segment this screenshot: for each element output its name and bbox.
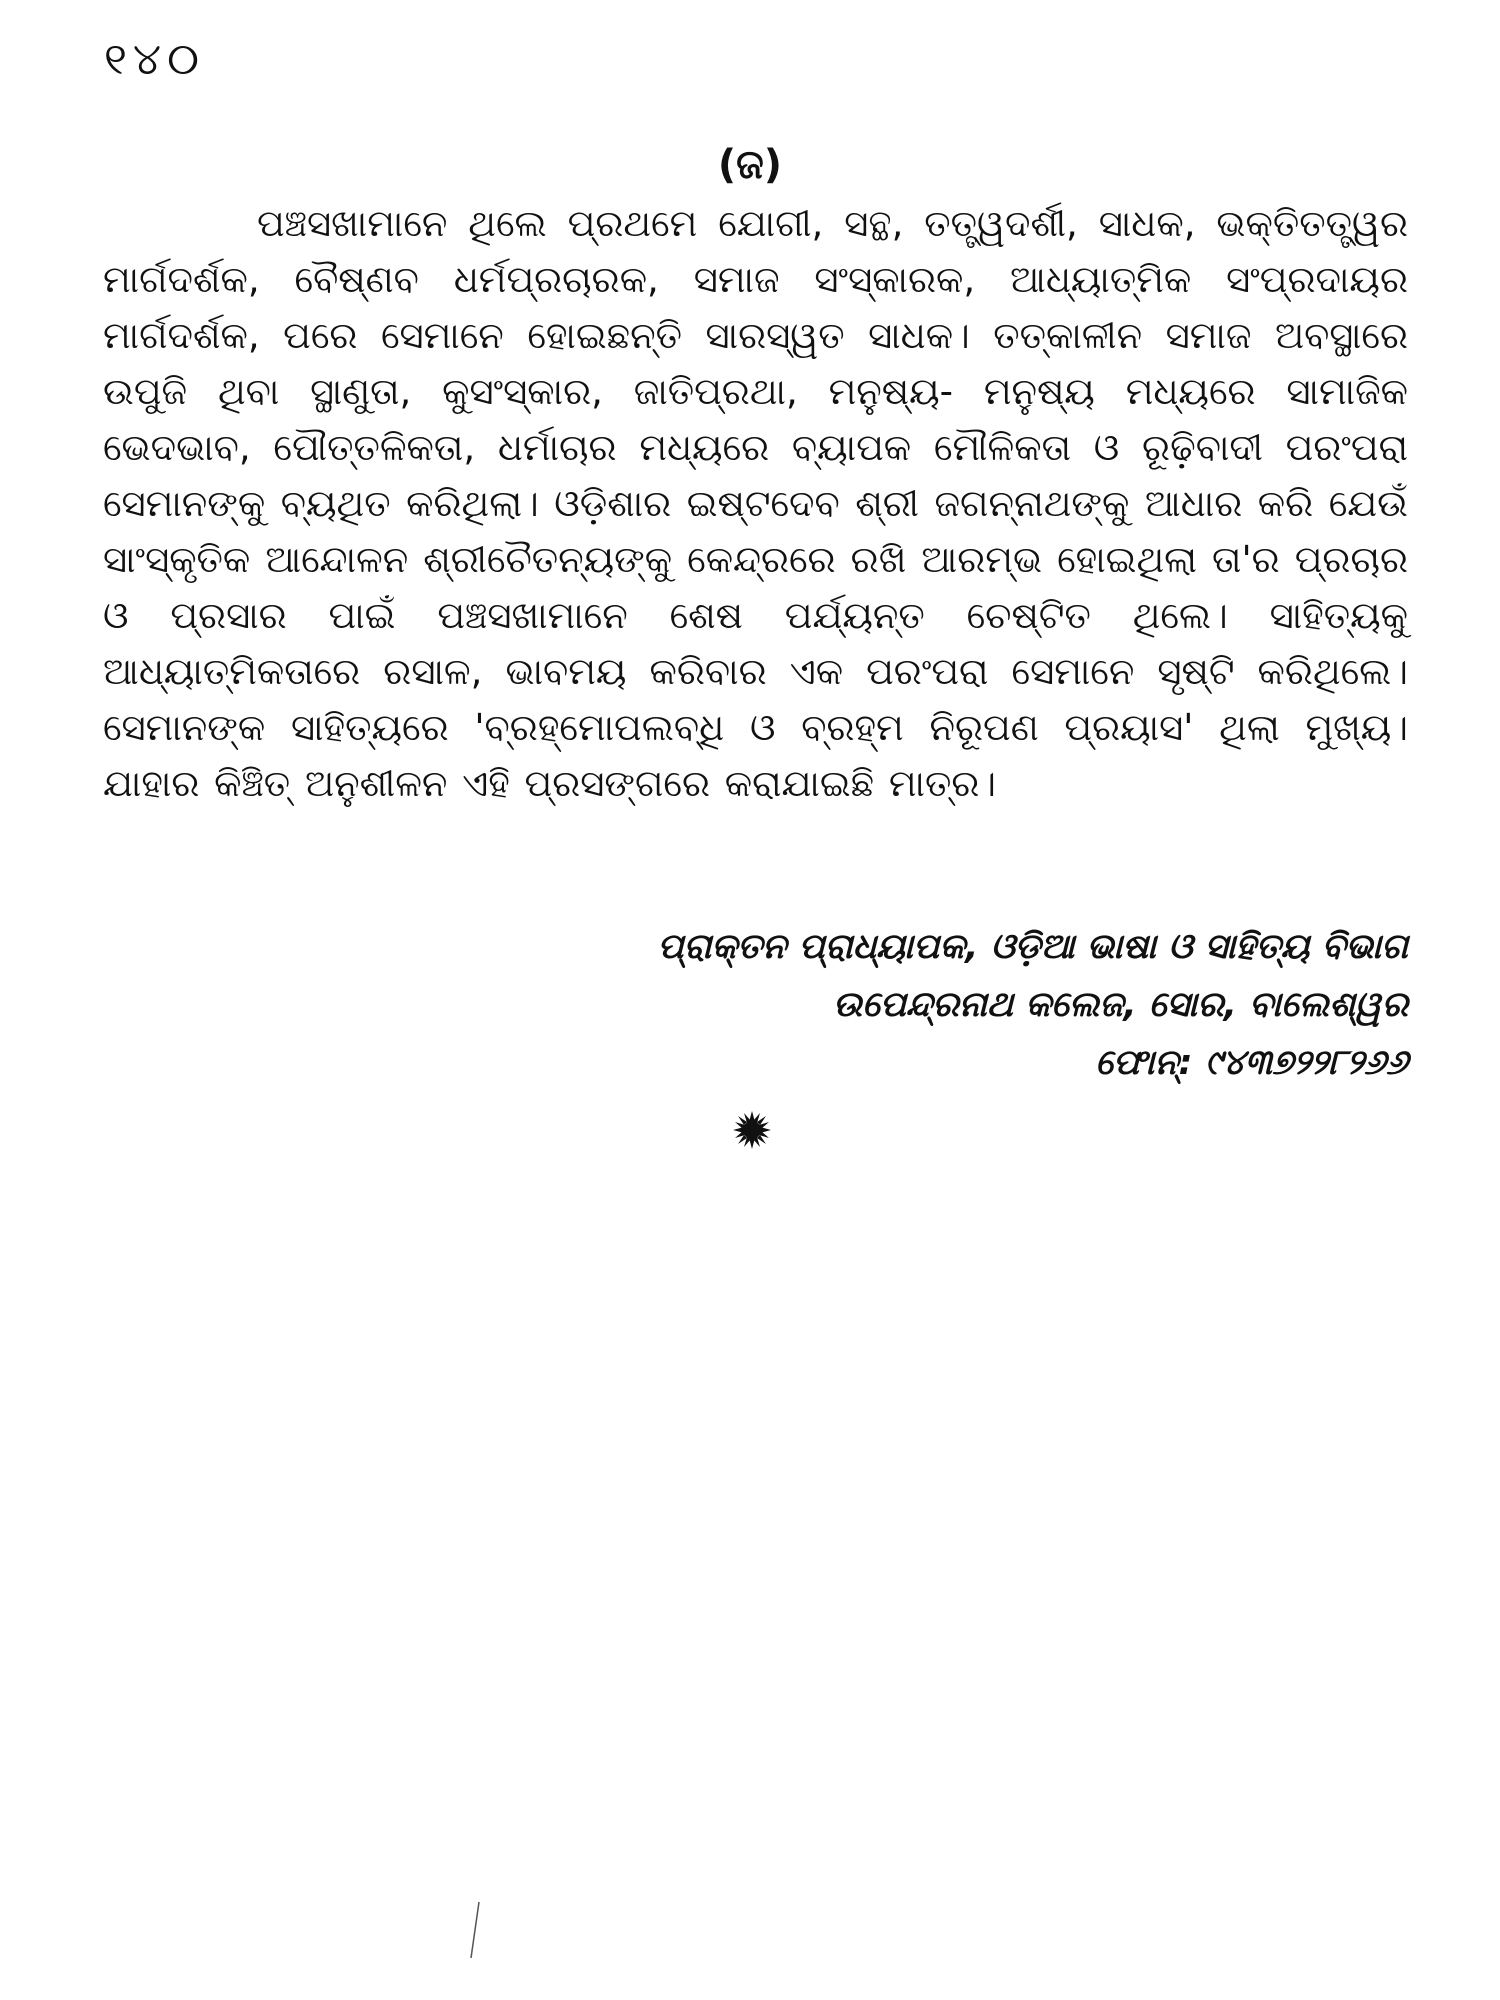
author-signature-block (408, 918, 1408, 1092)
eight-pointed-star-icon (732, 1110, 772, 1150)
scan-artifact-mark (468, 1900, 482, 1960)
page-number: ୧୪୦ (104, 34, 205, 85)
author-designation: ପ୍ରାକ୍ତନ ପ୍ରାଧ୍ୟାପକ, ଓଡ଼ିଆ ଭାଷା ଓ ସାହିତ୍ୟ ବିଭାଗ (657, 927, 1408, 967)
body-paragraph: ପଞ୍ଚସଖାମାନେ ଥିଲେ ପ୍ରଥମେ ଯୋଗୀ, ସନ୍ଥ, ତତ୍ତ୍ୱଦର୍ଶୀ, ସାଧକ, ଭକ୍ତିତତ୍ତ୍ୱର ମାର୍ଗଦର୍ଶକ, ବୈଷ୍ଣବ ଧର୍ମପ୍ରଚାରକ, ସମାଜ ସଂସ୍କାରକ, ଆଧ୍ୟାତ୍ମିକ ସଂପ୍ରଦାୟର ମାର୍ଗଦର୍ଶକ, ପରେ ସେମାନେ ହୋଇଛନ୍ତି ସାରସ୍ୱତ ସାଧକ। ତତ୍‌କାଳୀନ ସମାଜ ଅବସ୍ଥାରେ ଉପୁଜି ଥିବା ସ୍ଥାଣୁତା, କୁସଂସ୍କାର, ଜାତିପ୍ରଥା, ମନୁଷ୍ୟ- ମନୁଷ୍ୟ ମଧ୍ୟରେ ସାମାଜିକ ଭେଦଭାବ, ପୌତ୍ତଳିକତା, ଧର୍ମାଚାର ମଧ୍ୟରେ ବ୍ୟାପକ ମୌଳିକତା ଓ ରୂଢ଼ିବାଦୀ ପରଂପରା ସେମାନଙ୍କୁ ବ୍ୟଥିତ କରିଥିଲା। ଓଡ଼ିଶାର ଇଷ୍ଟଦେବ ଶ୍ରୀ ଜଗନ୍ନାଥଙ୍କୁ ଆଧାର କରି ଯେଉଁ ସାଂସ୍କୃତିକ ଆନ୍ଦୋଳନ ଶ୍ରୀଚୈତନ୍ୟଙ୍କୁ କେନ୍ଦ୍ରରେ ରଖି ଆରମ୍ଭ ହୋଇଥିଲା ତା'ର ପ୍ରଚାର ଓ ପ୍ରସାର ପାଇଁ ପଞ୍ଚସଖାମାନେ ଶେଷ ପର୍ଯ୍ୟନ୍ତ ଚେଷ୍ଟିତ ଥିଲେ। ସାହିତ୍ୟକୁ ଆଧ୍ୟାତ୍ମିକତାରେ ରସାଳ, ଭାବମୟ କରିବାର ଏକ ପରଂପରା ସେମାନେ ସୃଷ୍ଟି କରିଥିଲେ। ସେମାନଙ୍କ ସାହିତ୍ୟରେ 'ବ୍ରହ୍ମୋପଲବ୍ଧି ଓ ବ୍ରହ୍ମ ନିରୂପଣ ପ୍ରୟାସ' ଥିଲା ମୁଖ୍ୟ। ଯାହାର କିଞ୍ଚିତ୍ ଅନୁଶୀଳନ ଏହି ପ୍ରସଙ୍ଗରେ କରାଯାଇଛି ମାତ୍ର। (103, 202, 1408, 805)
section-marker: (ଜ) (717, 142, 783, 188)
author-phone: ଫୋନ୍: ୯୪୩୭୨୨୮୨୬୬ (1095, 1043, 1408, 1083)
author-institution: ଉପେନ୍ଦ୍ରନାଥ କଲେଜ, ସୋର, ବାଲେଶ୍ୱର (833, 985, 1408, 1025)
